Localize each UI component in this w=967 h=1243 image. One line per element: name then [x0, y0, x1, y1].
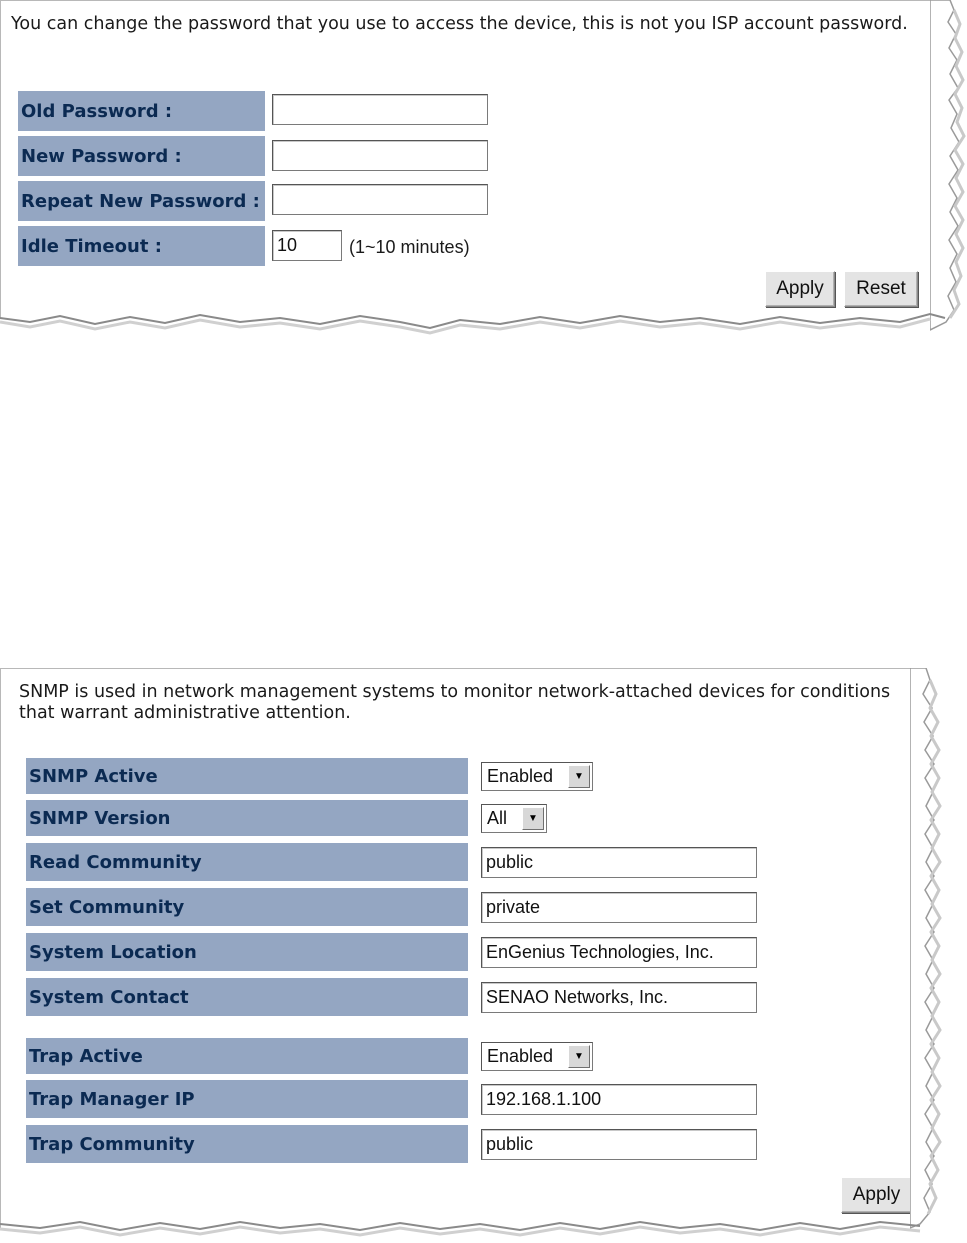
snmp-panel-torn-bottom: [0, 1210, 940, 1243]
old-password-input[interactable]: [272, 94, 488, 125]
snmp-version-select[interactable]: [481, 804, 547, 833]
system-contact-input[interactable]: SENAO Networks, Inc.: [481, 982, 757, 1013]
old-password-label: Old Password :: [18, 91, 265, 133]
password-panel-torn-edge: [930, 0, 967, 335]
chevron-down-icon[interactable]: ▼: [568, 765, 590, 788]
trap-active-label: Trap Active: [26, 1038, 468, 1076]
read-community-input[interactable]: public: [481, 847, 757, 878]
set-community-input[interactable]: private: [481, 892, 757, 923]
snmp-version-label: SNMP Version: [26, 800, 468, 838]
trap-community-input[interactable]: public: [481, 1129, 757, 1160]
system-location-input[interactable]: EnGenius Technologies, Inc.: [481, 937, 757, 968]
trap-active-select[interactable]: [481, 1042, 593, 1071]
chevron-down-icon[interactable]: ▼: [568, 1045, 590, 1068]
idle-timeout-input[interactable]: 10: [272, 230, 342, 261]
idle-timeout-hint: (1~10 minutes): [349, 237, 470, 257]
snmp-active-value: Enabled: [487, 766, 554, 786]
snmp-panel: [0, 668, 926, 1228]
trap-active-value: Enabled: [487, 1046, 554, 1066]
snmp-version-value: All: [487, 808, 508, 828]
snmp-active-label: SNMP Active: [26, 758, 468, 796]
password-panel-torn-bottom: [0, 300, 967, 340]
snmp-apply-button[interactable]: Apply: [841, 1177, 912, 1213]
snmp-panel-torn-edge: [910, 668, 950, 1243]
trap-community-label: Trap Community: [26, 1125, 468, 1165]
idle-timeout-label: Idle Timeout :: [18, 226, 265, 268]
read-community-label: Read Community: [26, 843, 468, 883]
password-reset-button[interactable]: Reset: [844, 271, 918, 307]
password-description: You can change the password that you use to access the device, this is not you ISP account password.: [11, 14, 908, 34]
new-password-input[interactable]: [272, 140, 488, 171]
system-contact-label: System Contact: [26, 978, 468, 1018]
trap-manager-ip-label: Trap Manager IP: [26, 1080, 468, 1120]
snmp-active-select[interactable]: [481, 762, 593, 791]
repeat-password-label: Repeat New Password :: [18, 181, 265, 223]
set-community-label: Set Community: [26, 888, 468, 928]
new-password-label: New Password :: [18, 136, 265, 178]
trap-manager-ip-input[interactable]: 192.168.1.100: [481, 1084, 757, 1115]
system-location-label: System Location: [26, 933, 468, 973]
repeat-password-input[interactable]: [272, 184, 488, 215]
chevron-down-icon[interactable]: ▼: [522, 807, 544, 830]
password-apply-button[interactable]: Apply: [765, 271, 835, 307]
snmp-description: SNMP is used in network management systems to monitor network-attached devices for conditions that warrant administrative attention.: [19, 682, 891, 723]
password-panel: [0, 0, 950, 318]
